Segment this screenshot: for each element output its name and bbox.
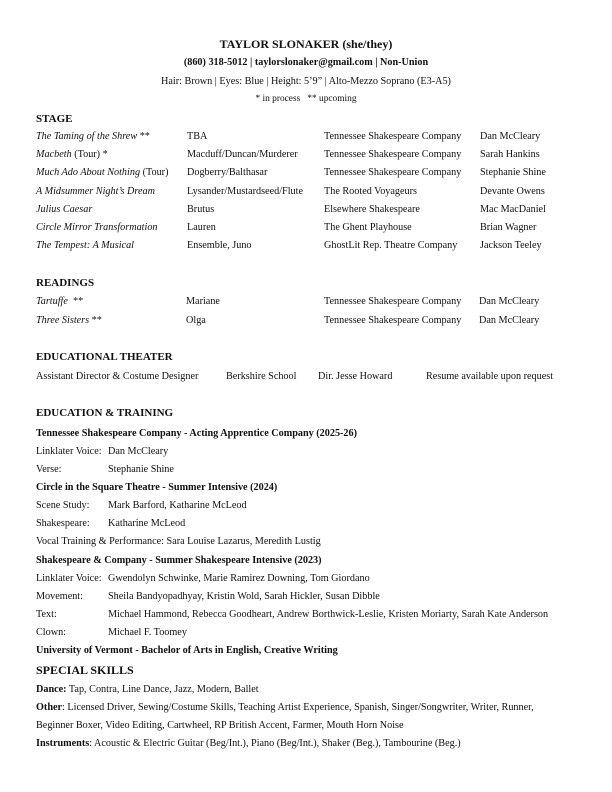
training-label: Linklater Voice:	[36, 446, 102, 457]
company: Tennessee Shakespeare Company	[324, 296, 462, 307]
contact-line: (860) 318-5012 | taylorslonaker@gmail.com | Non-Union	[183, 57, 429, 68]
csq-vocal-training: Vocal Training & Performance: Sara Louise Lazarus, Meredith Lustig	[36, 536, 321, 547]
training-instructors: Michael F. Toomey	[108, 627, 187, 638]
production-title	[36, 296, 83, 307]
play-title: Tartuffe	[36, 296, 68, 307]
production-note: (Tour) *	[71, 149, 108, 161]
role: Ensemble, Juno	[187, 240, 252, 252]
director: Jackson Teeley	[480, 240, 542, 252]
edu-theater-school: Berkshire School	[226, 371, 297, 382]
other-skills	[36, 702, 534, 713]
company: Elsewhere Shakespeare	[324, 203, 420, 215]
production-title	[36, 186, 155, 197]
sc-program-title: Shakespeare & Company - Summer Shakespeare Intensive (2023)	[36, 555, 322, 566]
training-instructors: Stephanie Shine	[108, 464, 174, 475]
training-label: Verse:	[36, 464, 62, 475]
other-label: Other	[36, 702, 63, 713]
physical-stats: Hair: Brown | Eyes: Blue | Height: 5’9” | Alto-Mezzo Soprano (E3-A5)	[161, 76, 451, 87]
production-title	[36, 204, 92, 215]
training-label: Clown:	[36, 627, 67, 638]
company: The Ghent Playhouse	[324, 222, 412, 233]
role: Dogberry/Balthasar	[187, 167, 268, 179]
educational-theater-heading: EDUCATIONAL THEATER	[36, 351, 173, 363]
role: Lysander/Mustardseed/Flute	[187, 185, 304, 197]
training-label: Scene Study:	[36, 500, 90, 511]
uvm-degree: University of Vermont - Bachelor of Arts in English, Creative Writing	[36, 645, 338, 656]
role: Lauren	[187, 222, 216, 233]
role: Macduff/Duncan/Murderer	[187, 149, 298, 161]
dance-label: Dance:	[36, 684, 67, 695]
production-note: (Tour)	[140, 167, 169, 179]
stage-heading: STAGE	[36, 113, 73, 125]
director: Dan McCleary	[480, 131, 541, 142]
role: Olga	[186, 315, 206, 326]
production-title	[36, 131, 150, 142]
production-note: **	[89, 315, 102, 326]
play-title: A Midsummer Night’s Dream	[36, 185, 155, 197]
company: GhostLit Rep. Theatre Company	[324, 240, 458, 252]
csq-program-title: Circle in the Square Theatre - Summer Intensive (2024)	[36, 482, 278, 493]
production-title	[36, 222, 158, 233]
training-instructors: Michael Hammond, Rebecca Goodheart, Andrew Borthwick-Leslie, Kristen Moriarty, Sarah Kate Anderson	[108, 609, 549, 620]
play-title: Circle Mirror Transformation	[36, 222, 158, 233]
director: Dan McCleary	[479, 315, 540, 326]
production-title	[36, 315, 102, 326]
instruments-list: : Acoustic & Electric Guitar (Beg/Int.), Piano (Beg/Int.), Shaker (Beg.), Tambourine (Beg.)	[89, 738, 461, 749]
director: Devante Owens	[480, 185, 545, 197]
training-label: Shakespeare:	[36, 518, 90, 529]
edu-theater-director: Dir. Jesse Howard	[318, 371, 393, 382]
resume-availability-note: Resume available upon request	[426, 371, 554, 382]
director: Mac MacDaniel	[480, 203, 546, 215]
play-title: Much Ado About Nothing	[36, 167, 141, 179]
training-label: Text:	[36, 609, 57, 620]
director: Dan McCleary	[479, 296, 540, 307]
training-instructors: Dan McCleary	[108, 446, 169, 457]
director: Brian Wagner	[480, 222, 537, 233]
resume-name: TAYLOR SLONAKER (she/they)	[219, 37, 393, 51]
training-instructors: Sheila Bandyopadhyay, Kristin Wold, Sarah Hickler, Susan Dibble	[108, 591, 380, 602]
production-title	[36, 240, 134, 251]
director: Sarah Hankins	[480, 149, 540, 161]
play-title: Three Sisters	[36, 315, 90, 326]
play-title: The Taming of the Shrew	[36, 131, 138, 142]
play-title: The Tempest: A Musical	[36, 240, 135, 252]
company: Tennessee Shakespeare Company	[324, 131, 462, 142]
production-note: **	[137, 131, 150, 142]
training-instructors: Mark Barford, Katharine McLeod	[108, 500, 247, 511]
training-instructors: Gwendolyn Schwinke, Marie Ramirez Downing, Tom Giordano	[108, 573, 370, 584]
instruments-label: Instruments	[36, 738, 90, 749]
other-skills-continued: Beginner Boxer, Video Editing, Cartwheel, RP British Accent, Farmer, Mouth Horn Noise	[36, 720, 404, 731]
director: Stephanie Shine	[480, 167, 546, 179]
company: Tennessee Shakespeare Company	[324, 149, 462, 161]
production-title	[36, 149, 108, 160]
role: Mariane	[186, 296, 220, 307]
training-label: Movement:	[36, 591, 83, 602]
company: The Rooted Voyageurs	[324, 185, 417, 197]
education-heading: EDUCATION & TRAINING	[36, 407, 174, 419]
role: Brutus	[187, 203, 215, 215]
company: Tennessee Shakespeare Company	[324, 315, 462, 326]
play-title: Julius Caesar	[36, 203, 93, 215]
dance-skills	[36, 684, 259, 695]
instrument-skills	[36, 738, 461, 749]
legend-note: * in process ** upcoming	[255, 94, 357, 104]
training-label: Linklater Voice:	[36, 573, 102, 584]
play-title: Macbeth	[36, 149, 72, 161]
company: Tennessee Shakespeare Company	[324, 167, 462, 179]
training-instructors: Katharine McLeod	[108, 518, 186, 529]
edu-theater-role: Assistant Director & Costume Designer	[36, 371, 199, 382]
role: TBA	[187, 131, 208, 142]
production-note: **	[67, 296, 84, 307]
readings-heading: READINGS	[36, 277, 95, 289]
tsc-program-title: Tennessee Shakespeare Company - Acting Apprentice Company (2025-26)	[36, 428, 358, 439]
skills-heading: SPECIAL SKILLS	[36, 663, 134, 677]
production-title	[36, 167, 168, 178]
dance-list: Tap, Contra, Line Dance, Jazz, Modern, Ballet	[66, 684, 259, 695]
other-list-line-1: : Licensed Driver, Sewing/Costume Skills, Teaching Artist Experience, Spanish, Singer/Songwriter, Writer, Runner,	[62, 702, 534, 713]
